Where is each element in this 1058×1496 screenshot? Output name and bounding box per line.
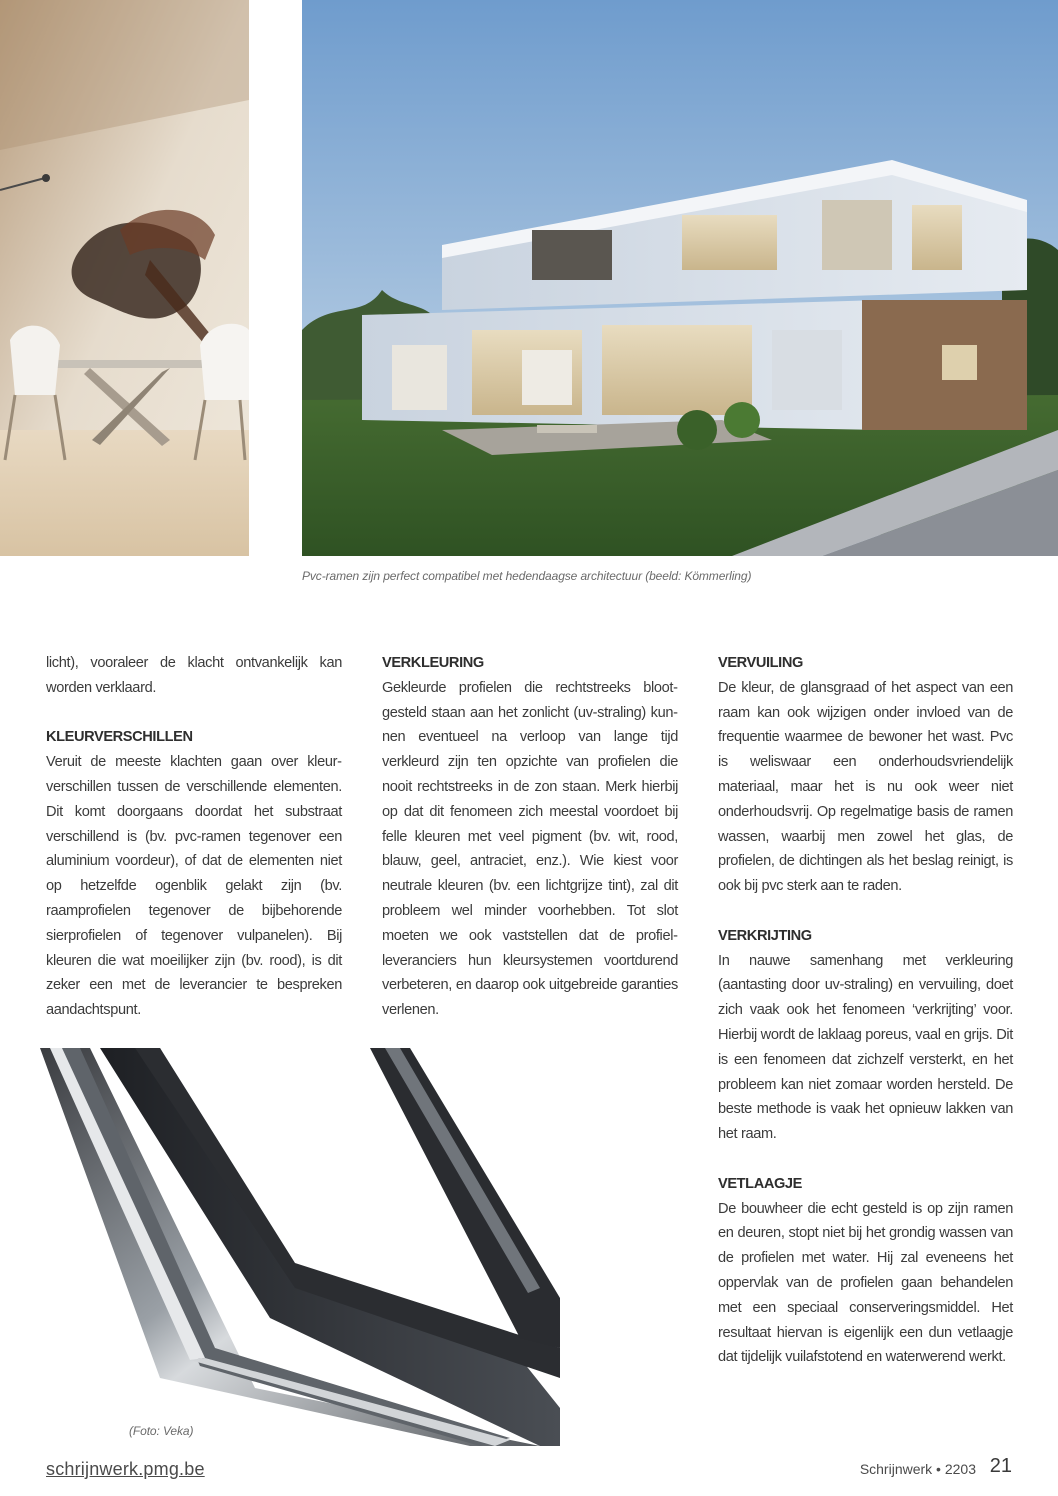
photo-icon bbox=[0, 0, 249, 556]
kleurverschillen-heading: KLEURVERSCHILLEN bbox=[46, 729, 193, 746]
article-column-3 bbox=[718, 651, 1013, 1370]
house-photo-caption: Pvc-ramen zijn perfect compatibel met hedendaagse architectuur (beeld: Kömmerling) bbox=[302, 569, 752, 583]
intro-paragraph: licht), vooraleer de klacht ontvankelijk kan worden verklaard. bbox=[46, 655, 342, 696]
verkrijting-paragraph: In nauwe samenhang met verkleuring (aantasting door uv-straling) en vervuiling, doet zich vaak ook het fenomeen ‘verkrijting’ voor. Hierbij wordt de laklaag poreus, vaal en grijs. Dit is een fenomeen dat zichzelf versterkt, en het probleem kan niet zomaar worden hersteld. De beste methode is vaak het opnieuw lakken van het raam. bbox=[718, 952, 1013, 1143]
article-column-2 bbox=[382, 651, 678, 1023]
verkleuring-heading: VERKLEURING bbox=[382, 655, 484, 671]
vetlaagje-heading: VETLAAGJE bbox=[718, 1175, 802, 1192]
house-photo bbox=[302, 0, 1058, 556]
interior-photo bbox=[0, 0, 249, 556]
frame-photo-caption: (Foto: Veka) bbox=[129, 1424, 194, 1438]
window-frame-photo bbox=[40, 1048, 560, 1446]
magazine-issue: Schrijnwerk • 2203 bbox=[859, 1461, 976, 1477]
vervuiling-heading: VERVUILING bbox=[718, 655, 803, 671]
photo-icon bbox=[302, 0, 1058, 556]
page-number: 21 bbox=[989, 1455, 1012, 1477]
verkleuring-paragraph: Gekleurde profielen die rechtstreeks blootgesteld staan aan het zonlicht (uv-straling) kunnen eventueel na verloop van lange tijd verkleurd zijn ten opzichte van profielen die nooit rechtstreeks in de zon staan. Merk hierbij op dat dit fenomeen zich meestal voordoet bij felle kleuren met veel pigment (bv. wit, rood, blauw, geel, antraciet, enz.). Wie kiest voor neutrale kleuren (bv. een lichtgrijze tint), zal dit probleem wel minder voorhebben. Tot slot moeten we ook vaststellen dat de profielleveranciers hun kleursystemen voortdurend verbeteren, en daarop ook uitgebreide garanties verlenen. bbox=[382, 679, 678, 1019]
vetlaagje-paragraph: De bouwheer die echt gesteld is op zijn ramen en deuren, stopt niet bij het grondig wassen van de profielen met water. Hij zal eveneens het oppervlak van de profielen gaan behandelen met een speciaal conserveringsmiddel. Het resultaat hiervan is eigenlijk een dun vetlaagje dat tijdelijk vuilafstotend en waterwerend werkt. bbox=[718, 1200, 1013, 1366]
website-link[interactable]: schrijnwerk.pmg.be bbox=[46, 1459, 205, 1479]
article-column-1 bbox=[46, 651, 342, 1023]
photo-icon bbox=[40, 1048, 560, 1446]
vervuiling-paragraph: De kleur, de glansgraad of het aspect van een raam kan ook wijzigen onder invloed van de frequentie waarmee de bewoner het wast. Pvc is weliswaar een onderhoudsvriendelijk materiaal, maar het is nu ook weer niet onderhoudsvrij. Op regelmatige basis de ramen wassen, waarbij men zowel het glas, de profielen, de dichtingen als het beslag reinigt, is ook bij pvc sterk aan te raden. bbox=[718, 679, 1013, 895]
kleurverschillen-paragraph: Veruit de meeste klachten gaan over kleurverschillen tussen de verschillende elementen. Dit komt doorgaans doordat het substraat verschillend is (bv. pvc-ramen tegenover een aluminium voordeur), of dat de elementen niet op hetzelfde ogenblik gelakt zijn (bv. raamprofielen tegenover de bijbehorende sierprofielen of tegenover vulpanelen). Bij kleuren die wat moeilijker zijn (bv. rood), is dit zeker een met de leverancier te bespreken aandachtspunt. bbox=[46, 754, 342, 1019]
verkrijting-heading: VERKRIJTING bbox=[718, 927, 812, 944]
